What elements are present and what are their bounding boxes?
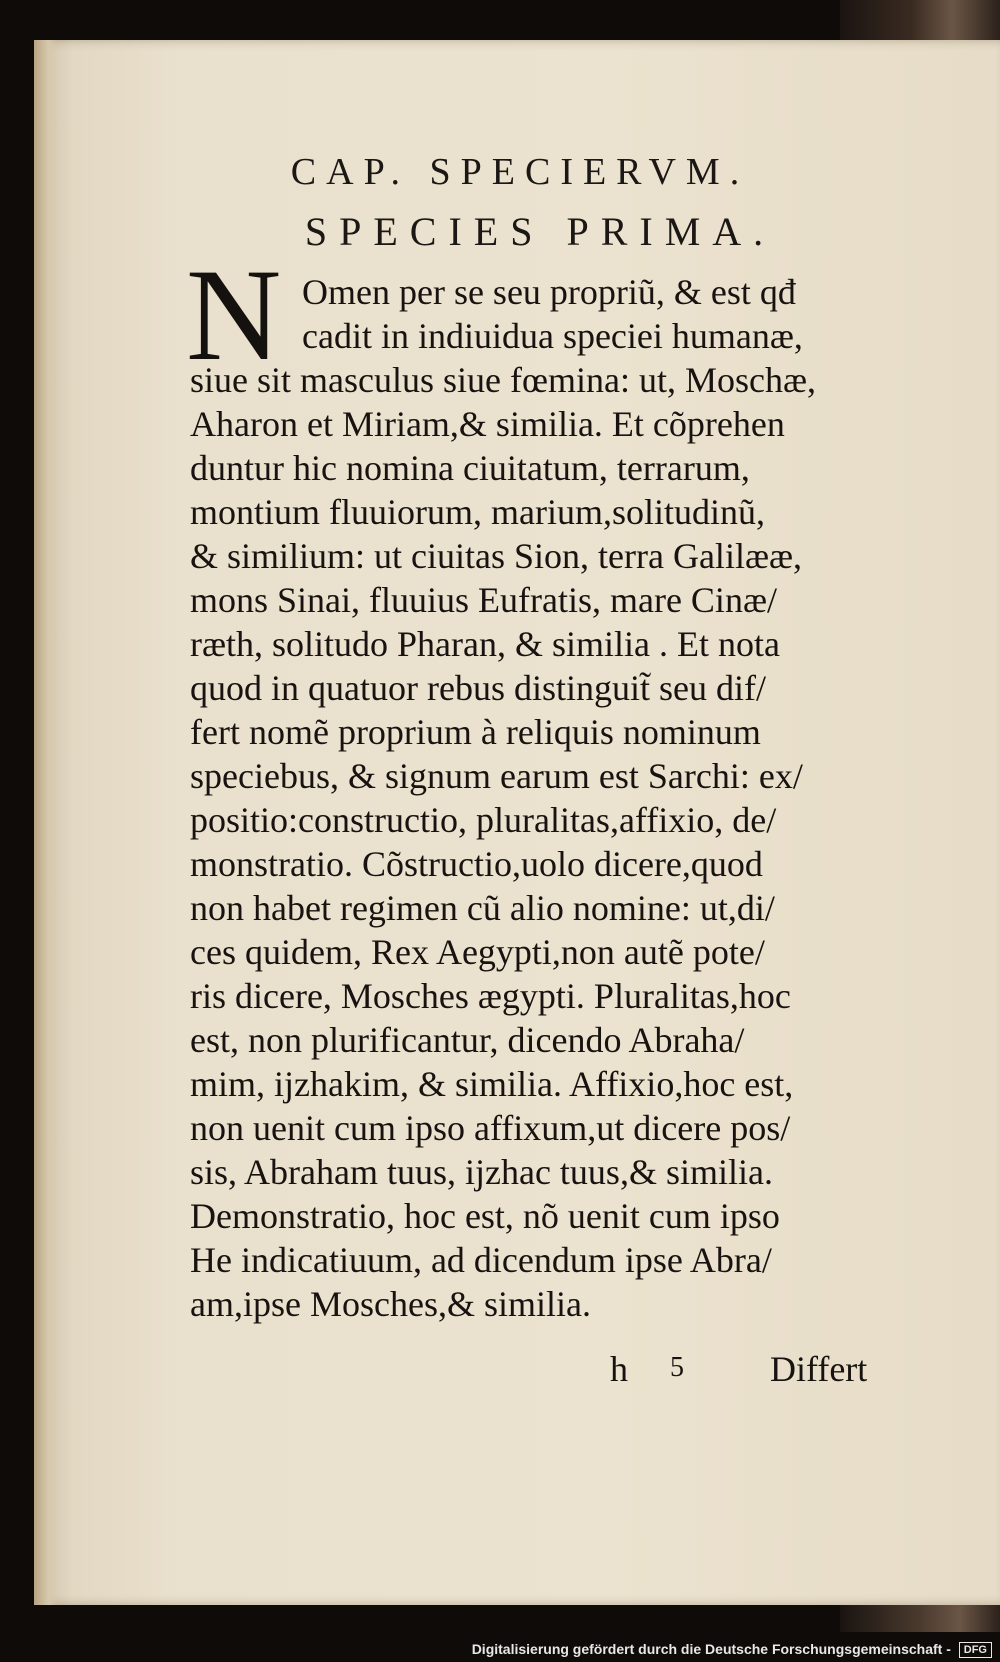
section-title: SPECIES PRIMA.: [304, 209, 776, 254]
credit-text: Digitalisierung gefördert durch die Deutsche Forschungsgemeinschaft -: [471, 1640, 951, 1657]
text-line: ris dicere, Mosches ægypti. Pluralitas,hoc: [190, 976, 791, 1016]
text-line: cadit in indiuidua speciei humanæ,: [302, 316, 803, 356]
running-head: CAP. SPECIERVM.: [290, 151, 750, 193]
text-line: siue sit masculus siue fœmina: ut, Moschæ,: [190, 360, 816, 400]
text-line: mons Sinai, fluuius Eufratis, mare Cinæ/: [190, 580, 777, 620]
text-line: & similium: ut ciuitas Sion, terra Galilææ,: [190, 536, 802, 576]
text-line: speciebus, & signum earum est Sarchi: ex/: [190, 756, 803, 796]
page-footer: [190, 1348, 890, 1398]
text-line: positio:constructio, pluralitas,affixio, de/: [190, 800, 777, 840]
dfg-logo: DFG: [959, 1642, 992, 1658]
text-line: mim, ijzhakim, & similia. Affixio,hoc est,: [190, 1064, 794, 1104]
catchword: Differt: [770, 1349, 868, 1389]
book-spine-top: [840, 0, 1000, 40]
drop-cap: N: [186, 241, 282, 388]
text-line: ces quidem, Rex Aegypti,non autẽ pote/: [190, 932, 765, 972]
text-line: He indicatiuum, ad dicendum ipse Abra/: [190, 1240, 772, 1280]
text-line: montium fluuiorum, marium,solitudinũ,: [190, 492, 765, 532]
text-line: est, non plurificantur, dicendo Abraha/: [190, 1020, 745, 1060]
text-line: Demonstratio, hoc est, nõ uenit cum ipso: [190, 1196, 780, 1236]
text-line: quod in quatuor rebus distinguit̃ seu dif/: [190, 668, 766, 708]
page-gutter-shadow: [34, 40, 58, 1605]
text-line: duntur hic nomina ciuitatum, terrarum,: [190, 448, 750, 488]
text-line: am,ipse Mosches,& similia.: [190, 1284, 591, 1324]
text-line: non habet regimen cũ alio nomine: ut,di/: [190, 888, 775, 928]
signature-mark: h: [610, 1349, 628, 1389]
text-line: fert nomẽ proprium à reliquis nominum: [190, 712, 761, 752]
digitization-credit: [472, 1641, 992, 1658]
text-line: Aharon et Miriam,& similia. Et cõprehen: [190, 404, 785, 444]
text-line: non uenit cum ipso affixum,ut dicere pos/: [190, 1108, 791, 1148]
text-line: ræth, solitudo Pharan, & similia . Et nota: [190, 624, 780, 664]
text-line: sis, Abraham tuus, ijzhac tuus,& similia.: [190, 1152, 773, 1192]
text-line: Omen per se seu propriũ, & est qđ: [302, 272, 796, 312]
text-line: monstratio. Cõstructio,uolo dicere,quod: [190, 844, 763, 884]
folio-number: 5: [670, 1352, 684, 1383]
body-text: [190, 270, 890, 1326]
